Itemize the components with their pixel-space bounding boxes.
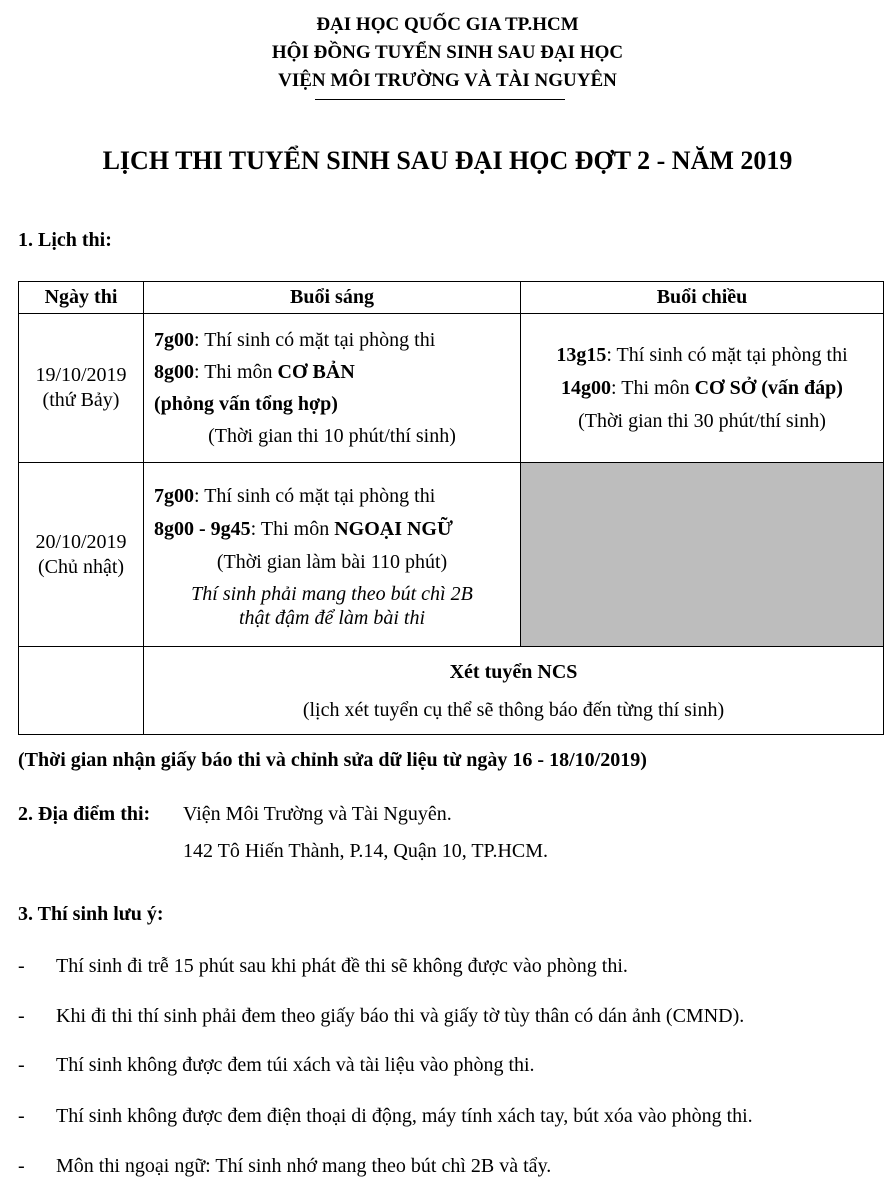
bullet-dash: - <box>18 1005 25 1027</box>
row1-morning-subject-detail: (phỏng vấn tổng hợp) <box>154 393 338 415</box>
row2-day: (Chủ nhật) <box>37 555 125 578</box>
row1-afternoon-duration: (Thời gian thi 30 phút/thí sinh) <box>578 409 826 432</box>
location-name: Viện Môi Trường và Tài Nguyên. <box>183 803 452 825</box>
header-underline <box>315 99 565 100</box>
row1-day: (thứ Bảy) <box>42 389 120 411</box>
row2-morning-duration: (Thời gian làm bài 110 phút) <box>216 550 448 573</box>
table-row <box>19 647 884 735</box>
row2-morning-text2: : Thi môn <box>250 517 335 540</box>
note-text: Thí sinh không được đem điện thoại di động, máy tính xách tay, bút xóa vào phòng thi. <box>56 1105 753 1127</box>
row2-morning-subject: NGOẠI NGỮ <box>334 517 453 540</box>
table-row <box>19 314 884 463</box>
location-address: 142 Tô Hiến Thành, P.14, Quận 10, TP.HCM. <box>183 840 549 862</box>
row1-morning-time1: 7g00 <box>154 329 194 351</box>
row2-afternoon-empty-cell <box>521 463 884 647</box>
row1-afternoon-text1: : Thí sinh có mặt tại phòng thi <box>606 343 848 366</box>
section-1-heading: 1. Lịch thi: <box>18 229 112 251</box>
row1-afternoon-cell <box>521 314 884 463</box>
table-row <box>19 463 884 647</box>
col-header-afternoon: Buổi chiều <box>521 282 884 314</box>
row1-morning-time2: 8g00 <box>154 361 194 383</box>
row1-afternoon-time1: 13g15 <box>556 343 607 366</box>
row2-morning-cell <box>144 463 521 647</box>
row2-morning-note1: Thí sinh phải mang theo bút chì 2B <box>191 582 473 605</box>
row3-date-empty-cell <box>19 647 144 735</box>
row2-morning-note2: thật đậm để làm bài thi <box>238 606 426 629</box>
note-text: Môn thi ngoại ngữ: Thí sinh nhớ mang theo bút chì 2B và tẩy. <box>56 1155 552 1177</box>
schedule-table <box>18 281 884 735</box>
row2-morning-time2: 8g00 - 9g45 <box>154 517 251 540</box>
bullet-dash: - <box>18 955 25 977</box>
col-header-morning: Buổi sáng <box>144 282 521 314</box>
note-text: Khi đi thi thí sinh phải đem theo giấy báo thi và giấy tờ tùy thân có dán ảnh (CMND). <box>56 1005 745 1027</box>
row2-date-cell <box>19 463 144 647</box>
section-2-heading: 2. Địa điểm thi: <box>18 803 151 825</box>
header-institute: VIỆN MÔI TRƯỜNG VÀ TÀI NGUYÊN <box>278 70 617 91</box>
row1-morning-text2: : Thi môn <box>194 361 278 383</box>
notice-text: (Thời gian nhận giấy báo thi và chỉnh sửa dữ liệu từ ngày 16 - 18/10/2019) <box>18 749 647 771</box>
row1-morning-cell <box>144 314 521 463</box>
header-university: ĐẠI HỌC QUỐC GIA TP.HCM <box>316 14 579 35</box>
row1-morning-subject: CƠ BẢN <box>277 361 355 383</box>
header-council: HỘI ĐỒNG TUYỂN SINH SAU ĐẠI HỌC <box>271 42 624 63</box>
row1-afternoon-subject: CƠ SỞ (vấn đáp) <box>694 376 843 399</box>
row2-date: 20/10/2019 <box>35 530 127 553</box>
bullet-dash: - <box>18 1155 25 1177</box>
page-title: LỊCH THI TUYỂN SINH SAU ĐẠI HỌC ĐỢT 2 - NĂM 2019 <box>102 146 793 175</box>
row2-morning-text1: : Thí sinh có mặt tại phòng thi <box>194 484 436 507</box>
col-header-date: Ngày thi <box>19 282 144 314</box>
table-header-row <box>19 282 884 314</box>
bullet-dash: - <box>18 1054 25 1076</box>
bullet-dash: - <box>18 1105 25 1127</box>
row1-afternoon-time2: 14g00 <box>561 376 612 399</box>
row1-date: 19/10/2019 <box>35 364 127 386</box>
section-3-heading: 3. Thí sinh lưu ý: <box>18 903 164 925</box>
row3-ncs-cell <box>144 647 884 735</box>
row1-afternoon-text2: : Thi môn <box>611 376 695 399</box>
row1-date-cell <box>19 314 144 463</box>
row1-morning-duration: (Thời gian thi 10 phút/thí sinh) <box>208 425 456 447</box>
row3-ncs-note: (lịch xét tuyển cụ thể sẽ thông báo đến từng thí sinh) <box>302 698 725 721</box>
note-text: Thí sinh đi trễ 15 phút sau khi phát đề thi sẽ không được vào phòng thi. <box>56 955 628 977</box>
row2-morning-time1: 7g00 <box>154 484 194 507</box>
note-text: Thí sinh không được đem túi xách và tài liệu vào phòng thi. <box>56 1054 535 1076</box>
row3-ncs-title: Xét tuyển NCS <box>449 660 578 683</box>
row1-morning-text1: : Thí sinh có mặt tại phòng thi <box>194 329 436 351</box>
